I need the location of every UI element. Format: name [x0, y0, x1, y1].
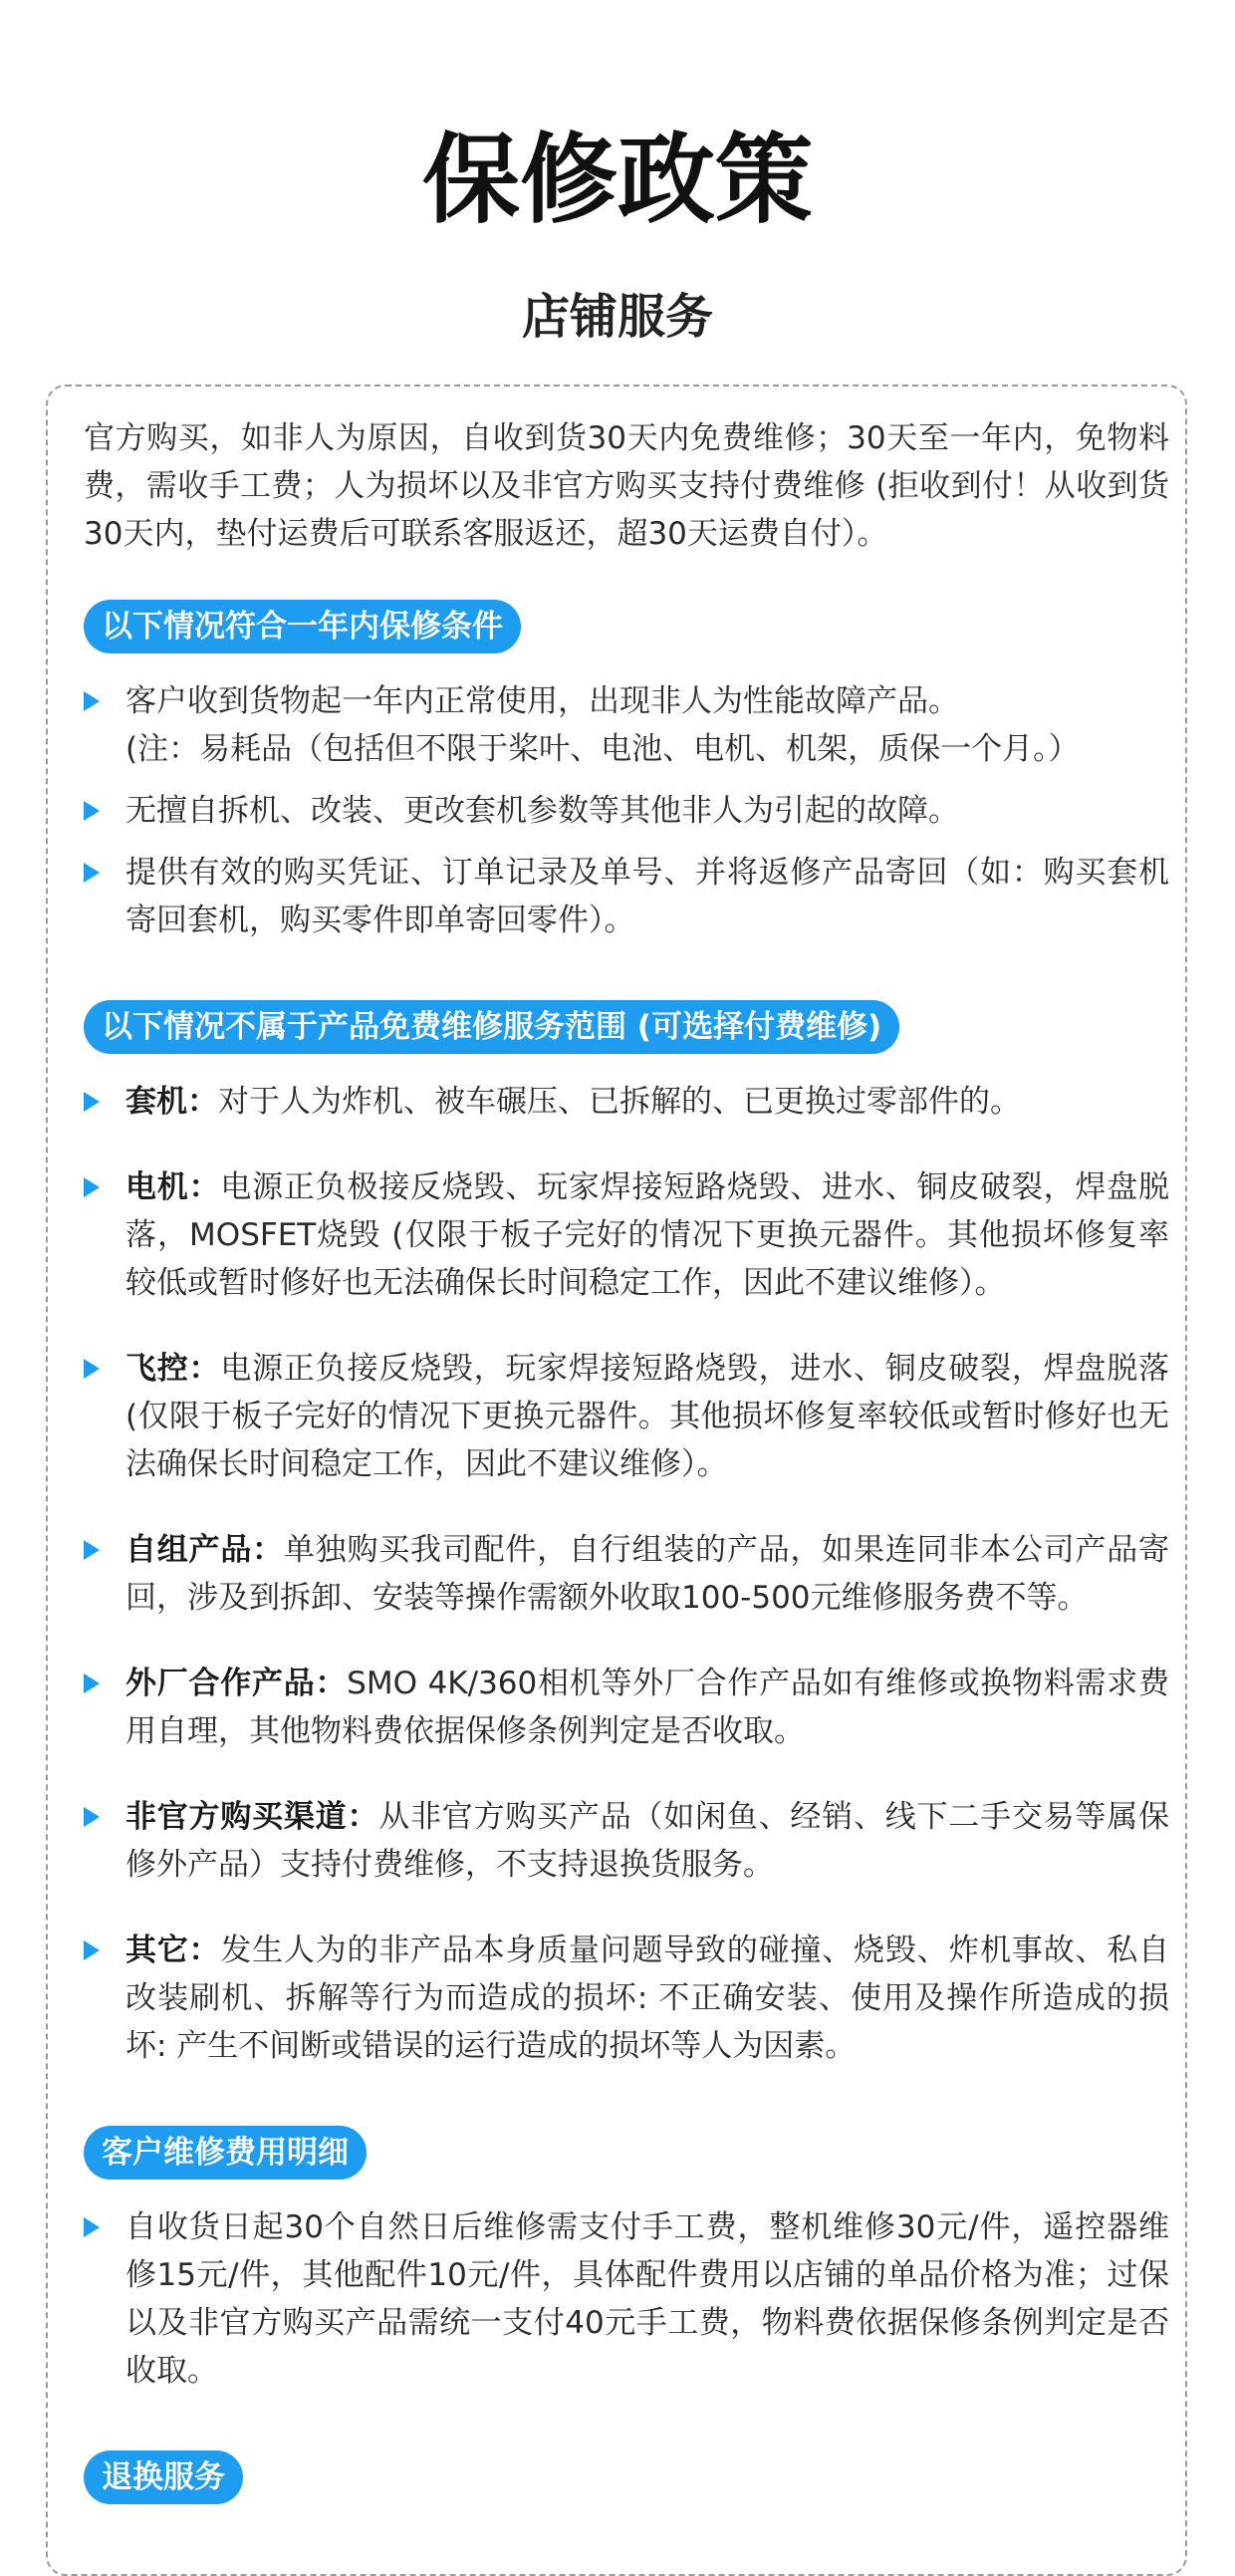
section-tag: 以下情况符合一年内保修条件 — [84, 600, 521, 653]
section-returns — [84, 2450, 1169, 2504]
list-item — [84, 677, 1169, 773]
item-label: 飞控： — [125, 1351, 221, 1387]
item-text: 从非官方购买产品（如闲鱼、经销、线下二手交易等属保修外产品）支持付费维修，不支持退换货服务。 — [125, 1799, 1169, 1883]
section-tag: 以下情况不属于产品免费维修服务范围 (可选择付费维修) — [84, 1000, 899, 1054]
list-item — [84, 849, 1169, 944]
bullet-list — [84, 1078, 1169, 2070]
list-item — [84, 2203, 1169, 2395]
section-paid-repair — [84, 1000, 1169, 2070]
item-text: 电源正负接反烧毁，玩家焊接短路烧毁，进水、铜皮破裂，焊盘脱落 (仅限于板子完好的情况下更换元器件。其他损坏修复率较低或暂时修好也无法确保长时间稳定工作，因此不建议维修）。 — [125, 1351, 1169, 1482]
item-text: SMO 4K/360相机等外厂合作产品如有维修或换物料需求费用自理，其他物料费依据保修条例判定是否收取。 — [125, 1666, 1170, 1749]
section-tag: 退换服务 — [84, 2450, 243, 2504]
intro-paragraph: 官方购买，如非人为原因，自收到货30天内免费维修；30天至一年内，免物料费，需收手工费；人为损坏以及非官方购买支持付费维修 (拒收到付！从收到货30天内，垫付运费后可联系客服返还，超30天运费自付）。 — [84, 420, 1169, 552]
triangle-bullet-icon — [84, 1540, 100, 1560]
item-label: 套机： — [125, 1084, 218, 1120]
item-label: 电机： — [125, 1169, 221, 1205]
triangle-bullet-icon — [84, 1940, 100, 1960]
item-text: 单独购买我司配件，自行组装的产品，如果连同非本公司产品寄回，涉及到拆卸、安装等操作需额外收取100-500元维修服务费不等。 — [125, 1532, 1169, 1616]
triangle-bullet-icon — [84, 801, 100, 821]
bullet-list — [84, 677, 1169, 944]
list-item — [84, 787, 1169, 835]
list-item — [84, 1793, 1169, 1889]
section-warranty-conditions — [84, 600, 1169, 944]
item-label: 非官方购买渠道： — [125, 1799, 379, 1835]
triangle-bullet-icon — [84, 1674, 100, 1693]
section-tag: 客户维修费用明细 — [84, 2126, 367, 2180]
item-text: 提供有效的购买凭证、订单记录及单号、并将返修产品寄回（如：购买套机寄回套机，购买零件即单寄回零件）。 — [125, 855, 1169, 938]
list-item — [84, 1163, 1169, 1307]
item-label: 其它： — [125, 1932, 221, 1968]
item-text: 客户收到货物起一年内正常使用，出现非人为性能故障产品。 — [125, 683, 959, 719]
item-text: 电源正负极接反烧毁、玩家焊接短路烧毁、进水、铜皮破裂，焊盘脱落，MOSFET烧毁 (仅限于板子完好的情况下更换元器件。其他损坏修复率较低或暂时修好也无法确保长时间稳定工作，因此不建议维修）。 — [125, 1169, 1169, 1301]
policy-content — [84, 414, 1169, 2504]
item-text: 自收货日起30个自然日后维修需支付手工费，整机维修30元/件，遥控器维修15元/件，其他配件10元/件，具体配件费用以店铺的单品价格为准；过保以及非官方购买产品需统一支付40元手工费，物料费依据保修条例判定是否收取。 — [125, 2209, 1169, 2389]
item-text: 无擅自拆机、改装、更改套机参数等其他非人为引起的故障。 — [125, 793, 959, 829]
triangle-bullet-icon — [84, 1092, 100, 1112]
list-item — [84, 1526, 1169, 1622]
triangle-bullet-icon — [84, 1807, 100, 1827]
list-item — [84, 1345, 1169, 1488]
page-subtitle: 店铺服务 — [521, 289, 713, 345]
list-item — [84, 1927, 1169, 2070]
triangle-bullet-icon — [84, 2217, 100, 2237]
item-text: 发生人为的非产品本身质量问题导致的碰撞、烧毁、炸机事故、私自改装刷机、拆解等行为而造成的损坏: 不正确安装、使用及操作所造成的损坏: 产生不间断或错误的运行造成的损坏等人为因素。 — [125, 1932, 1169, 2064]
list-item — [84, 1660, 1169, 1755]
item-label: 外厂合作产品： — [125, 1666, 348, 1701]
page-title: 保修政策 — [421, 124, 813, 237]
item-label: 自组产品： — [125, 1532, 284, 1568]
item-note: (注：易耗品（包括但不限于桨叶、电池、电机、机架，质保一个月。） — [125, 731, 1080, 767]
item-text: 对于人为炸机、被车碾压、已拆解的、已更换过零部件的。 — [218, 1084, 1021, 1120]
triangle-bullet-icon — [84, 863, 100, 883]
bullet-list — [84, 2203, 1169, 2395]
triangle-bullet-icon — [84, 691, 100, 711]
list-item — [84, 1078, 1169, 1126]
triangle-bullet-icon — [84, 1177, 100, 1197]
section-repair-fees — [84, 2126, 1169, 2395]
triangle-bullet-icon — [84, 1359, 100, 1379]
